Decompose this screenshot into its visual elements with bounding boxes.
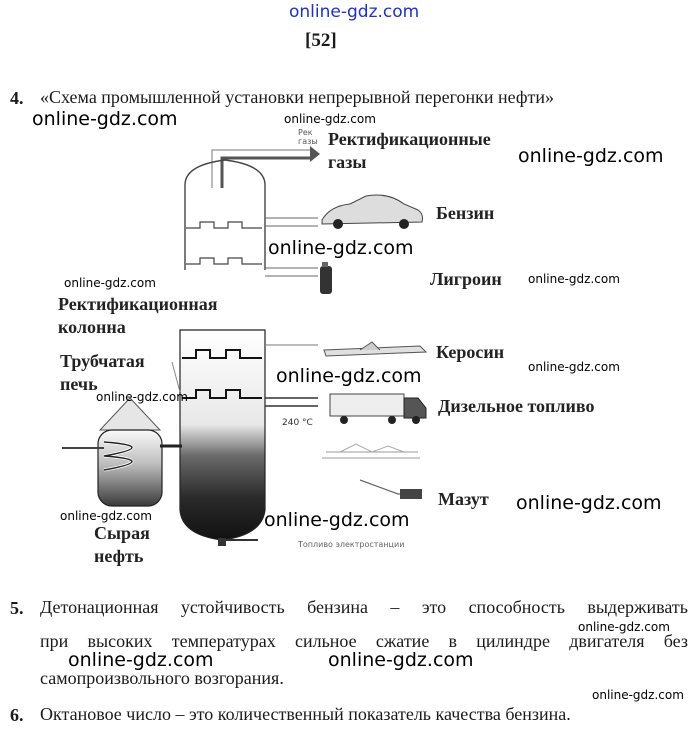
plane-icon [324, 342, 426, 356]
watermark-4[interactable]: online-gdz.com [268, 237, 414, 259]
label-ligroin: Лигроин [430, 269, 502, 289]
page-number: [52] [305, 30, 337, 51]
watermark-13[interactable]: online-gdz.com [578, 620, 670, 634]
label-crude-line1: Сырая [94, 523, 150, 543]
label-crude-line2: нефть [94, 546, 144, 566]
label-column-line2: колонна [58, 317, 126, 337]
truck-icon [330, 394, 426, 424]
item-4-number: 4. [10, 88, 24, 108]
item-5-line2: при высоких температурах сильное сжатие в цилиндре двигателя без [40, 631, 688, 651]
label-furnace-line2: печь [60, 374, 98, 394]
watermark-14[interactable]: online-gdz.com [68, 649, 214, 671]
watermark-10[interactable]: online-gdz.com [516, 492, 662, 514]
label-column-line1: Ректификационная [58, 294, 218, 314]
column-body [180, 330, 265, 540]
item-4-title: «Схема промышленной установки непрерывной перегонки нефти» [40, 87, 555, 107]
item-5-line1: Детонационная устойчивость бензина – это способность выдерживать [40, 597, 688, 617]
car-icon [322, 195, 423, 229]
gas-arrow [310, 146, 320, 162]
watermark-2[interactable]: online-gdz.com [284, 112, 376, 126]
item-5-number: 5. [10, 598, 24, 618]
label-temperature: 240 °C [282, 418, 313, 428]
item-5-line3: самопроизвольного возгорания. [40, 668, 284, 688]
label-bottom-small: Топливо электростанции [298, 540, 405, 549]
item-6-text: Октановое число – это количественный показатель качества бензина. [40, 704, 571, 724]
label-kerosin: Керосин [436, 342, 505, 362]
label-gases-line1: Ректификационные [328, 129, 491, 149]
watermark-3[interactable]: online-gdz.com [518, 145, 664, 167]
watermark-7[interactable]: online-gdz.com [528, 360, 620, 374]
watermark-top[interactable]: online-gdz.com [289, 2, 420, 22]
watermark-12[interactable]: online-gdz.com [264, 509, 410, 531]
label-gases-line2: газы [328, 152, 367, 172]
label-diesel: Дизельное топливо [438, 396, 595, 416]
label-gases [328, 128, 491, 174]
watermark-1[interactable]: online-gdz.com [32, 108, 178, 130]
label-crude [94, 522, 150, 568]
watermark-8[interactable]: online-gdz.com [276, 365, 422, 387]
label-column [58, 293, 217, 339]
watermark-16[interactable]: online-gdz.com [592, 688, 684, 702]
column-top-outline [185, 160, 265, 270]
label-mazut: Мазут [438, 489, 489, 509]
watermark-6[interactable]: online-gdz.com [64, 276, 156, 290]
watermark-9[interactable]: online-gdz.com [96, 390, 188, 404]
item-6-number: 6. [10, 705, 24, 725]
canister-icon [320, 262, 332, 294]
label-benzin: Бензин [436, 203, 495, 223]
watermark-11[interactable]: online-gdz.com [60, 509, 152, 523]
gas-pipe [222, 158, 310, 188]
watermark-15[interactable]: online-gdz.com [328, 649, 474, 671]
watermark-5[interactable]: online-gdz.com [528, 272, 620, 286]
label-small-gases: Рек газы [298, 128, 318, 146]
label-furnace-line1: Трубчатая [60, 351, 145, 371]
tube-furnace [98, 398, 162, 506]
